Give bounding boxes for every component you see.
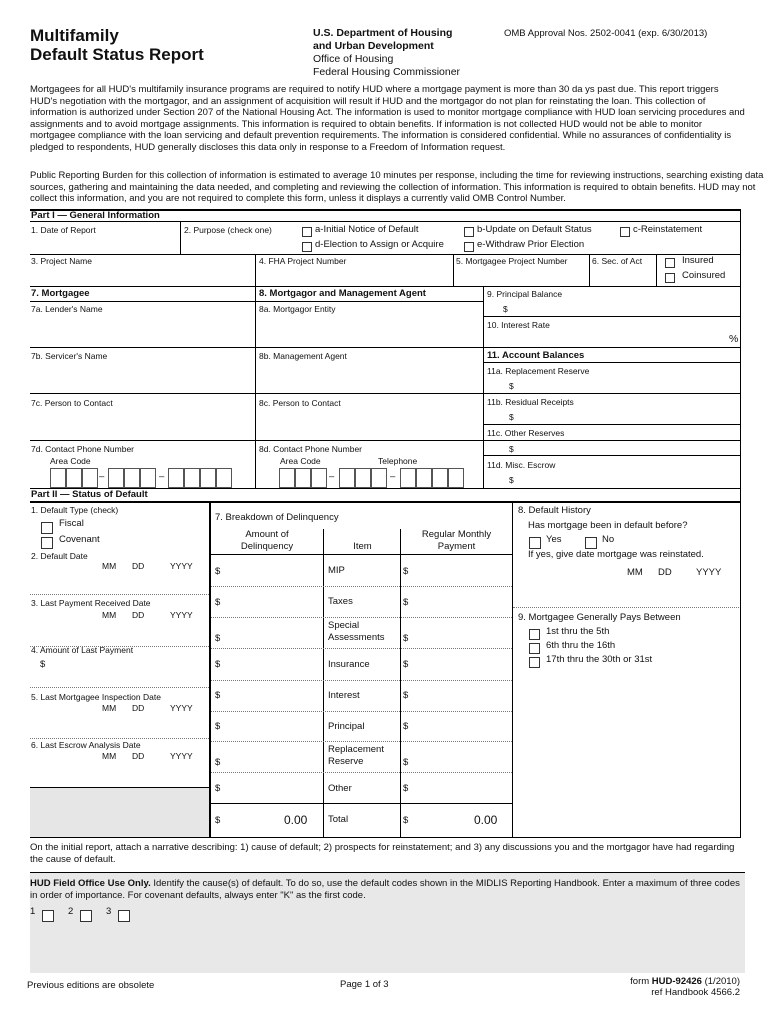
person-to-contact-7c-label: 7c. Person to Contact	[31, 398, 113, 408]
history-no-label: No	[602, 534, 615, 545]
telephone-label: Telephone	[378, 456, 418, 466]
history-yes-label: Yes	[546, 534, 562, 545]
reinstated-dd: DD	[658, 567, 672, 578]
omb-approval: OMB Approval Nos. 2502-0041 (exp. 6/30/2013)	[504, 28, 708, 39]
last-escrow-date-label: 6. Last Escrow Analysis Date	[31, 740, 141, 750]
lenders-name-label: 7a. Lender's Name	[31, 304, 103, 314]
misc-escrow-label: 11d. Misc. Escrow	[487, 460, 556, 470]
code-2-number: 2	[68, 906, 74, 917]
interest-rate-label: 10. Interest Rate	[487, 320, 550, 330]
residual-receipts-dollar: $	[509, 412, 514, 422]
last-escrow-mm: MM	[102, 751, 117, 761]
form-prefix: form	[630, 976, 652, 987]
replacement-reserve-regular-dollar: $	[403, 757, 409, 768]
mortgagee-project-number-label: 5. Mortgagee Project Number	[456, 256, 568, 266]
narrative-instructions: On the initial report, attach a narrative describing: 1) cause of default; 2) prospects for reinstatement; and 3) any discussions you and the mortgagor have had regarding the cause of default.	[30, 842, 735, 865]
part2-heading: Part II — Status of Default	[31, 489, 148, 500]
col-regular-header-l2: Payment	[437, 541, 476, 552]
default-type-label: 1. Default Type (check)	[31, 505, 119, 515]
item-taxes-l1: Taxes	[328, 596, 353, 607]
other-reserves-dollar: $	[509, 444, 514, 454]
col-regular-header-l1: Regular Monthly	[421, 529, 492, 540]
servicers-name-label: 7b. Servicer's Name	[31, 351, 108, 361]
purpose-b-checkbox[interactable]	[464, 227, 474, 237]
col-amount-header-l1: Amount of	[245, 529, 289, 540]
insured-label: Insured	[682, 255, 714, 266]
covenant-label: Covenant	[59, 534, 100, 545]
form-id	[560, 976, 740, 998]
reinstated-prompt: If yes, give date mortgage was reinstated.	[528, 549, 704, 560]
item-special-assessments-l1: Special	[328, 620, 360, 631]
form-title-line2: Default Status Report	[30, 45, 204, 64]
form-title	[30, 26, 204, 64]
other-regular-dollar: $	[403, 783, 409, 794]
item-other	[328, 783, 352, 795]
fiscal-checkbox[interactable]	[41, 522, 53, 534]
item-other-l1: Other	[328, 783, 352, 794]
history-question: Has mortgage been in default before?	[528, 520, 688, 531]
contact-phone-8d-label: 8d. Contact Phone Number	[259, 444, 363, 454]
fha-project-number-label: 4. FHA Project Number	[259, 256, 347, 266]
pay-3-label: 17th thru the 30th or 31st	[546, 654, 653, 665]
purpose-b-label: b-Update on Default Status	[477, 224, 592, 235]
replacement-reserve-label: 11a. Replacement Reserve	[487, 366, 590, 376]
fiscal-label: Fiscal	[59, 518, 84, 529]
total-label: Total	[328, 814, 349, 825]
other-amount-dollar: $	[215, 783, 221, 794]
col-amount-header-l2: Delinquency	[240, 541, 294, 552]
pay-2-label: 6th thru the 16th	[546, 640, 616, 651]
code-1-box[interactable]	[42, 910, 54, 922]
principal-regular-dollar: $	[403, 721, 409, 732]
pay-1-label: 1st thru the 5th	[546, 626, 610, 637]
area-code-7d-label: Area Code	[50, 456, 91, 466]
history-yes-checkbox[interactable]	[529, 537, 541, 549]
item-special-assessments-l2: Assessments	[328, 632, 385, 643]
last-payment-mm: MM	[102, 610, 117, 620]
agency-line2: and Urban Development	[313, 40, 434, 52]
insurance-regular-dollar: $	[403, 659, 409, 670]
total-regular-value: 0.00	[474, 813, 498, 827]
purpose-a-label: a-Initial Notice of Default	[315, 224, 419, 235]
agency-line4: Federal Housing Commissioner	[313, 66, 461, 78]
item-replacement-reserve	[328, 744, 384, 768]
ref-handbook: ref Handbook 4566.2	[651, 987, 740, 998]
intro-paragraph-2: Public Reporting Burden for this collection of information is estimated to average 10 minutes per response, including the time for reviewing instructions, searching existing data sources, gathering and maintaining the data needed, and completing and reviewing the collection of information. This information is required to obtain benefits. HUD may not collect this information, and you are not required to complete this form, unless it displays a currently valid OMB Control Number.	[30, 170, 764, 205]
col-item-header: Item	[353, 541, 372, 552]
item-principal-l1: Principal	[328, 721, 365, 732]
purpose-a-checkbox[interactable]	[302, 227, 312, 237]
purpose-d-checkbox[interactable]	[302, 242, 312, 252]
account-balances-heading: 11. Account Balances	[487, 350, 585, 361]
mortgagor-entity-label: 8a. Mortgagor Entity	[259, 304, 336, 314]
form-number-line	[560, 976, 740, 987]
code-3-number: 3	[106, 906, 112, 917]
default-date-label: 2. Default Date	[31, 551, 88, 561]
interest-rate-percent: %	[729, 333, 739, 345]
coinsured-checkbox[interactable]	[665, 273, 675, 283]
obsolete-note: Previous editions are obsolete	[27, 980, 155, 991]
pay-3-checkbox[interactable]	[529, 657, 540, 668]
total-regular-dollar: $	[403, 815, 409, 826]
grey-filler-left	[30, 788, 209, 838]
page-number: Page 1 of 3	[340, 979, 389, 990]
code-3-box[interactable]	[118, 910, 130, 922]
sec-of-act-label: 6. Sec. of Act	[592, 256, 643, 266]
misc-escrow-dollar: $	[509, 475, 514, 485]
item-replacement-reserve-l2: Reserve	[328, 756, 364, 767]
coinsured-label: Coinsured	[682, 270, 726, 281]
item-taxes	[328, 596, 353, 608]
area-code-8d-label: Area Code	[280, 456, 321, 466]
date-of-report-label: 1. Date of Report	[31, 225, 96, 235]
pay-2-checkbox[interactable]	[529, 643, 540, 654]
item-principal	[328, 721, 364, 733]
last-inspection-dd: DD	[132, 703, 145, 713]
breakdown-title: 7. Breakdown of Delinquency	[215, 512, 339, 523]
part1-heading: Part I — General Information	[31, 210, 160, 221]
last-inspection-yyyy: YYYY	[170, 703, 193, 713]
pays-between-heading: 9. Mortgagee Generally Pays Between	[518, 612, 681, 623]
field-office-bold: HUD Field Office Use Only.	[30, 878, 151, 889]
purpose-c-label: c-Reinstatement	[633, 224, 703, 235]
mip-amount-dollar: $	[215, 566, 221, 577]
other-reserves-label: 11c. Other Reserves	[487, 428, 565, 438]
residual-receipts-label: 11b. Residual Receipts	[487, 397, 574, 407]
replacement-reserve-amount-dollar: $	[215, 757, 221, 768]
covenant-checkbox[interactable]	[41, 537, 53, 549]
agency-line1: U.S. Department of Housing	[313, 27, 453, 39]
interest-regular-dollar: $	[403, 690, 409, 701]
phone-8d-dash2: –	[390, 471, 396, 482]
form-date: (1/2010)	[701, 976, 740, 987]
form-title-line1: Multifamily	[30, 26, 119, 45]
management-agent-label: 8b. Management Agent	[259, 351, 347, 361]
col-regular-header	[401, 529, 512, 553]
last-escrow-dd: DD	[132, 751, 145, 761]
insured-checkbox[interactable]	[665, 258, 675, 268]
intro-paragraph-1: Mortgagees for all HUD's multifamily insurance programs are required to notify HUD where a mortgage payment is more than 30 da ys past due. This report triggers HUD's negotiation with the mortgagor, and an assignment of acquisition will result if HUD and the mortgagor do not plan for reinstating the loan. This collection of information is authorized under Section 207 of the National Housing Act. The information is used to monitor mortgage compliance with HUD loan servicing procedures and assignments and to avoid mortgage assignments. This information is required to obtain benefits. If information is not collected HUD would not be able to monitor mortgagee compliance with the loan servicing and default prevention requirements. The information is considered confidential. While no assurances of confidentiality is pledged to respondents, HUD generally discloses this data only in response to a Freedom of Information request.	[30, 84, 745, 153]
replacement-reserve-dollar: $	[509, 381, 514, 391]
reinstated-mm: MM	[627, 567, 643, 578]
special-assessments-regular-dollar: $	[403, 633, 409, 644]
item-mip	[328, 565, 345, 577]
item-mip-l1: MIP	[328, 565, 345, 576]
person-to-contact-8c-label: 8c. Person to Contact	[259, 398, 341, 408]
phone-8d-dash1: –	[329, 471, 335, 482]
principal-amount-dollar: $	[215, 721, 221, 732]
col-amount-header	[211, 529, 323, 553]
default-date-yyyy: YYYY	[170, 561, 193, 571]
taxes-regular-dollar: $	[403, 597, 409, 608]
mip-regular-dollar: $	[403, 566, 409, 577]
principal-balance-dollar: $	[503, 304, 508, 314]
code-1-number: 1	[30, 906, 36, 917]
field-office-text	[30, 878, 745, 902]
phone-7d-dash1: –	[99, 471, 105, 482]
purpose-e-checkbox[interactable]	[464, 242, 474, 252]
principal-balance-label: 9. Principal Balance	[487, 289, 563, 299]
pay-1-checkbox[interactable]	[529, 629, 540, 640]
purpose-label: 2. Purpose (check one)	[184, 225, 272, 235]
purpose-d-label: d-Election to Assign or Acquire	[315, 239, 444, 250]
history-no-checkbox[interactable]	[585, 537, 597, 549]
insurance-amount-dollar: $	[215, 659, 221, 670]
last-escrow-yyyy: YYYY	[170, 751, 193, 761]
purpose-c-checkbox[interactable]	[620, 227, 630, 237]
code-2-box[interactable]	[80, 910, 92, 922]
interest-amount-dollar: $	[215, 690, 221, 701]
mortgagor-agent-heading: 8. Mortgagor and Management Agent	[259, 288, 426, 299]
item-insurance-l1: Insurance	[328, 659, 370, 670]
item-insurance	[328, 659, 370, 671]
field-office-body: Identify the cause(s) of default. To do so, use the default codes shown in the MIDLIS Reporting Handbook. Enter a maximum of three codes in order of importance. For covenant defaults, always enter "K" as the first code.	[30, 878, 740, 901]
agency-line3: Office of Housing	[313, 53, 394, 65]
purpose-e-label: e-Withdraw Prior Election	[477, 239, 585, 250]
default-date-dd: DD	[132, 561, 145, 571]
total-amount-value: 0.00	[284, 813, 308, 827]
phone-7d-dash2: –	[159, 471, 165, 482]
default-history-heading: 8. Default History	[518, 505, 591, 516]
last-inspection-date-label: 5. Last Mortgagee Inspection Date	[31, 692, 161, 702]
total-amount-dollar: $	[215, 815, 221, 826]
last-payment-yyyy: YYYY	[170, 610, 193, 620]
item-replacement-reserve-l1: Replacement	[328, 744, 384, 755]
item-interest-l1: Interest	[328, 690, 360, 701]
taxes-amount-dollar: $	[215, 597, 221, 608]
amount-last-payment-dollar: $	[40, 659, 46, 670]
form-number: HUD-92426	[651, 976, 702, 987]
item-interest	[328, 690, 360, 702]
reinstated-yyyy: YYYY	[696, 567, 722, 578]
item-special-assessments	[328, 620, 385, 644]
default-date-mm: MM	[102, 561, 117, 571]
agency-block	[313, 27, 460, 79]
special-assessments-amount-dollar: $	[215, 633, 221, 644]
amount-last-payment-label: 4. Amount of Last Payment	[31, 645, 134, 655]
last-inspection-mm: MM	[102, 703, 117, 713]
contact-phone-7d-label: 7d. Contact Phone Number	[31, 444, 135, 454]
last-payment-dd: DD	[132, 610, 145, 620]
mortgagee-heading: 7. Mortgagee	[31, 288, 90, 299]
last-payment-date-label: 3. Last Payment Received Date	[31, 598, 151, 608]
project-name-label: 3. Project Name	[31, 256, 92, 266]
